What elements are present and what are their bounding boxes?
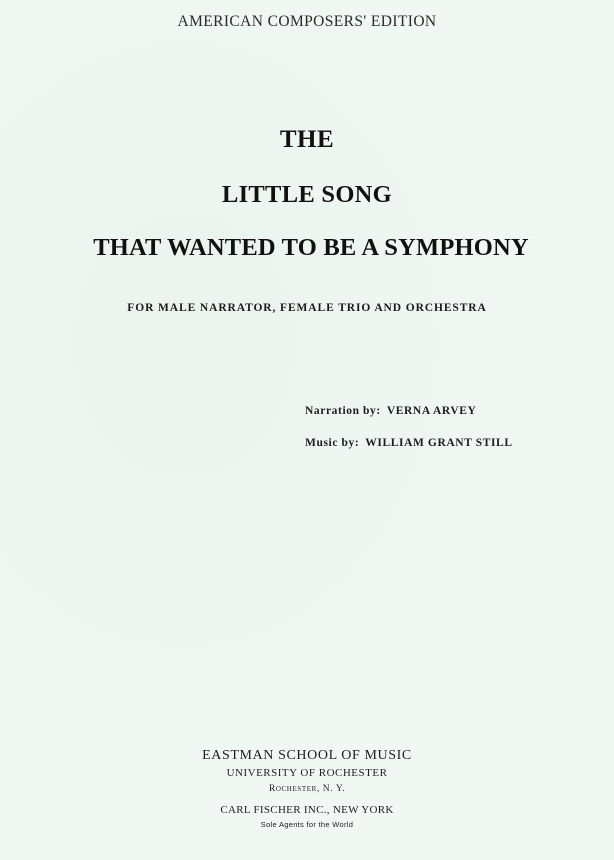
music-composer: WILLIAM GRANT STILL — [365, 437, 513, 449]
title-line-3: THAT WANTED TO BE A SYMPHONY — [93, 234, 529, 261]
title-line-1: THE — [279, 126, 335, 153]
narration-author: VERNA ARVEY — [386, 405, 477, 417]
music-credit — [305, 437, 513, 449]
publisher-agent: CARL FISCHER INC., NEW YORK — [220, 804, 394, 816]
publisher-city: Rochester, N. Y. — [268, 784, 346, 794]
music-label: Music by: — [305, 437, 360, 449]
publisher-university: UNIVERSITY OF ROCHESTER — [226, 767, 388, 779]
instrumentation-subtitle: FOR MALE NARRATOR, FEMALE TRIO AND ORCHESTRA — [127, 302, 487, 314]
publisher-agent-note: Sole Agents for the World — [260, 820, 354, 829]
narration-credit — [305, 405, 476, 417]
series-heading: AMERICAN COMPOSERS' EDITION — [177, 13, 437, 30]
narration-label: Narration by: — [305, 405, 381, 417]
publisher-school: EASTMAN SCHOOL OF MUSIC — [202, 748, 412, 763]
title-line-2: LITTLE SONG — [221, 181, 393, 208]
